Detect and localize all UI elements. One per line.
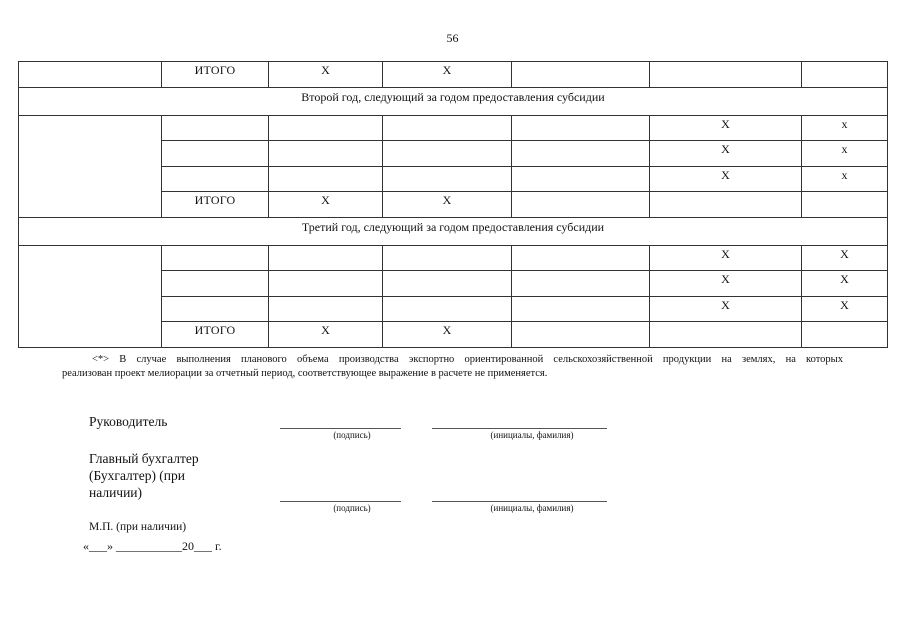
cross-mark: X xyxy=(650,271,802,297)
section-title-year-2: Второй год, следующий за годом предоставления субсидии xyxy=(19,87,888,115)
footnote-line-2: реализован проект мелиорации за отчетный период, соответствующее выражение в расчете не применяется. xyxy=(62,368,548,379)
cross-mark: X xyxy=(269,62,383,88)
table-cell xyxy=(162,245,269,271)
table-cell xyxy=(383,271,512,297)
table-cell xyxy=(269,115,383,141)
cross-mark: x xyxy=(802,115,888,141)
cross-mark: X xyxy=(650,115,802,141)
cross-mark: X xyxy=(802,245,888,271)
table-cell xyxy=(269,245,383,271)
page-number: 56 xyxy=(446,31,459,45)
cross-mark: x xyxy=(802,166,888,192)
table-cell xyxy=(162,141,269,167)
subsidy-table xyxy=(18,61,888,348)
table-cell xyxy=(269,166,383,192)
table-cell xyxy=(512,322,650,348)
table-cell xyxy=(269,141,383,167)
table-cell xyxy=(512,115,650,141)
table-cell xyxy=(162,166,269,192)
cross-mark: X xyxy=(650,296,802,322)
total-label: ИТОГО xyxy=(162,322,269,348)
accountant-name-line xyxy=(432,501,607,502)
section-title-year-3: Третий год, следующий за годом предоставления субсидии xyxy=(19,217,888,245)
table-cell xyxy=(162,296,269,322)
table-cell xyxy=(512,166,650,192)
cross-mark: X xyxy=(802,296,888,322)
accountant-label-line-1: Главный бухгалтер xyxy=(89,451,199,466)
cross-mark: X xyxy=(269,192,383,218)
cross-mark: X xyxy=(383,322,512,348)
table-cell xyxy=(512,192,650,218)
cross-mark: X xyxy=(650,141,802,167)
stamp-label: М.П. (при наличии) xyxy=(89,521,187,533)
table-cell xyxy=(512,271,650,297)
table-cell xyxy=(383,166,512,192)
footnote xyxy=(62,353,843,381)
accountant-label xyxy=(89,450,199,501)
table-cell xyxy=(802,192,888,218)
table-cell-merged xyxy=(19,115,162,217)
table-cell xyxy=(802,62,888,88)
table-row-total-1 xyxy=(19,62,888,88)
date-line: «___» ___________20___ г. xyxy=(83,539,222,553)
accountant-label-line-3: наличии) xyxy=(89,485,143,500)
table-cell xyxy=(269,271,383,297)
table-cell xyxy=(383,115,512,141)
table-row xyxy=(19,245,888,271)
table-cell xyxy=(383,245,512,271)
cross-mark: X xyxy=(802,271,888,297)
table-cell-merged xyxy=(19,245,162,347)
table-cell xyxy=(383,141,512,167)
table-cell xyxy=(162,115,269,141)
cross-mark: X xyxy=(650,166,802,192)
table-cell xyxy=(802,322,888,348)
section-header-row-3 xyxy=(19,217,888,245)
accountant-name-caption: (инициалы, фамилия) xyxy=(490,503,574,513)
table-cell xyxy=(512,296,650,322)
table-cell xyxy=(162,271,269,297)
table-cell xyxy=(383,296,512,322)
cross-mark: x xyxy=(802,141,888,167)
table-cell xyxy=(650,322,802,348)
cross-mark: X xyxy=(383,192,512,218)
cross-mark: X xyxy=(269,322,383,348)
head-name-caption: (инициалы, фамилия) xyxy=(490,430,574,440)
table-row xyxy=(19,115,888,141)
table-cell xyxy=(650,192,802,218)
table-cell xyxy=(269,296,383,322)
head-signature-caption: (подпись) xyxy=(333,430,371,440)
head-label: Руководитель xyxy=(89,414,168,429)
section-header-row-2 xyxy=(19,87,888,115)
head-signature-line xyxy=(280,428,401,429)
accountant-signature-line xyxy=(280,501,401,502)
table-cell xyxy=(19,62,162,88)
total-label: ИТОГО xyxy=(162,62,269,88)
table-cell xyxy=(650,62,802,88)
footnote-line-1: <*> В случае выполнения планового объема производства экспортно ориентированной сельскохозяйственной продукции на землях, на которых xyxy=(92,354,843,365)
table-cell xyxy=(512,245,650,271)
cross-mark: X xyxy=(383,62,512,88)
accountant-signature-caption: (подпись) xyxy=(333,503,371,513)
accountant-label-line-2: (Бухгалтер) (при xyxy=(89,468,186,483)
total-label: ИТОГО xyxy=(162,192,269,218)
table-cell xyxy=(512,141,650,167)
cross-mark: X xyxy=(650,245,802,271)
head-name-line xyxy=(432,428,607,429)
table-cell xyxy=(512,62,650,88)
